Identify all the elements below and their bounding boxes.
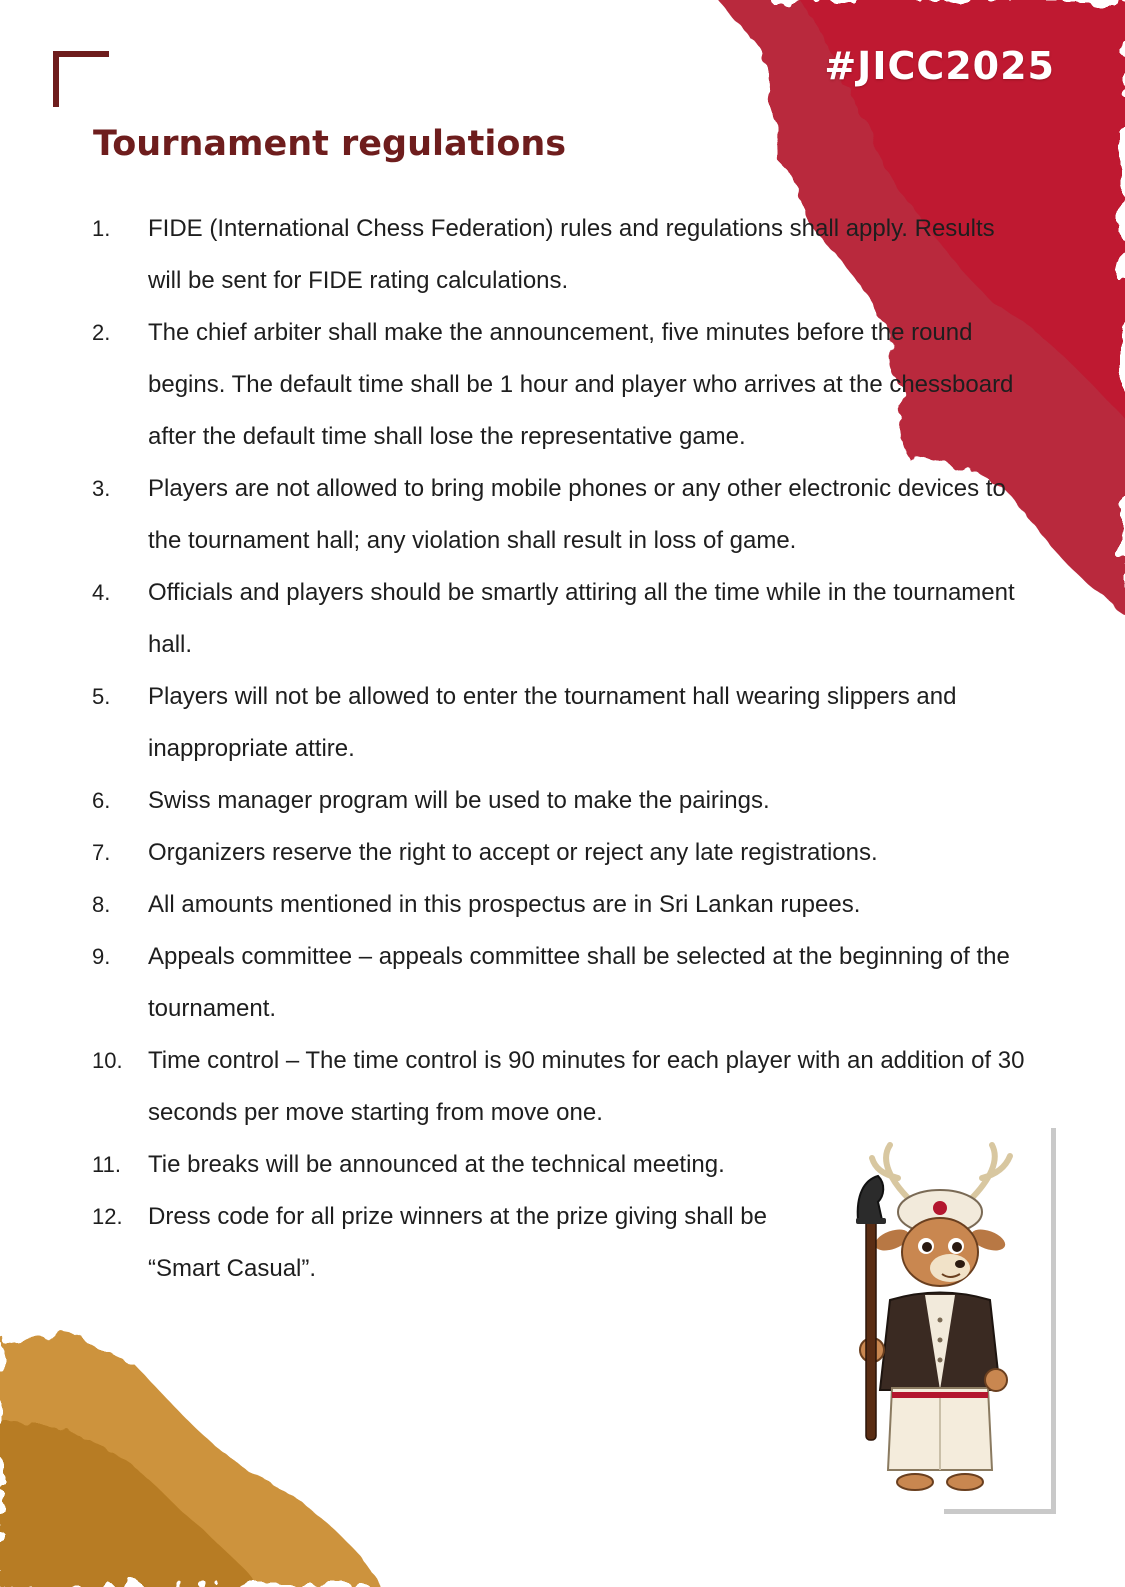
list-item — [92, 671, 1032, 775]
item-text: Organizers reserve the right to accept or reject any late registrations. — [148, 839, 878, 866]
item-text: Time control – The time control is 90 minutes for each player with an addition of 30 seconds per move starting from move one. — [148, 1047, 1025, 1126]
item-text: Appeals committee – appeals committee shall be selected at the beginning of the tournament. — [148, 943, 1010, 1022]
item-number: 11. — [92, 1152, 121, 1177]
item-text: Officials and players should be smartly attiring all the time while in the tournament hall. — [148, 579, 1015, 658]
item-text: Tie breaks will be announced at the technical meeting. — [148, 1151, 725, 1178]
item-number: 3. — [92, 476, 111, 501]
page-title: Tournament regulations — [93, 124, 567, 164]
list-item — [92, 567, 1032, 671]
list-item — [92, 463, 1032, 567]
list-item — [92, 1035, 1032, 1139]
item-number: 8. — [92, 892, 111, 917]
list-item — [92, 203, 1032, 307]
item-text: Swiss manager program will be used to make the pairings. — [148, 787, 770, 814]
item-number: 12. — [92, 1204, 123, 1229]
item-number: 4. — [92, 580, 111, 605]
event-hashtag: #JICC2025 — [824, 44, 1055, 88]
item-number: 1. — [92, 216, 111, 241]
item-text: Players will not be allowed to enter the tournament hall wearing slippers and inappropriate attire. — [148, 683, 957, 762]
item-text: Dress code for all prize winners at the prize giving shall be “Smart Casual”. — [148, 1203, 767, 1282]
item-text: The chief arbiter shall make the announcement, five minutes before the round begins. The default time shall be 1 hour and player who arrives at the chessboard after the default time shall lose the representative game. — [148, 319, 1014, 450]
list-item — [92, 931, 1032, 1035]
list-item — [92, 775, 1032, 827]
item-number: 5. — [92, 684, 111, 709]
list-item — [92, 307, 1032, 463]
corner-bracket — [53, 51, 109, 107]
deer-mascot-illustration — [820, 1140, 1040, 1510]
regulations-list — [92, 203, 1032, 1295]
item-number: 10. — [92, 1048, 123, 1073]
item-number: 9. — [92, 944, 111, 969]
item-number: 7. — [92, 840, 111, 865]
list-item — [92, 827, 1032, 879]
item-number: 2. — [92, 320, 111, 345]
item-text: FIDE (International Chess Federation) rules and regulations shall apply. Results will be sent for FIDE rating calculations. — [148, 215, 995, 294]
list-item — [92, 879, 1032, 931]
item-text: Players are not allowed to bring mobile phones or any other electronic devices to the tournament hall; any violation shall result in loss of game. — [148, 475, 1006, 554]
item-number: 6. — [92, 788, 111, 813]
item-text: All amounts mentioned in this prospectus are in Sri Lankan rupees. — [148, 891, 861, 918]
gold-paint-splash — [0, 1335, 380, 1587]
